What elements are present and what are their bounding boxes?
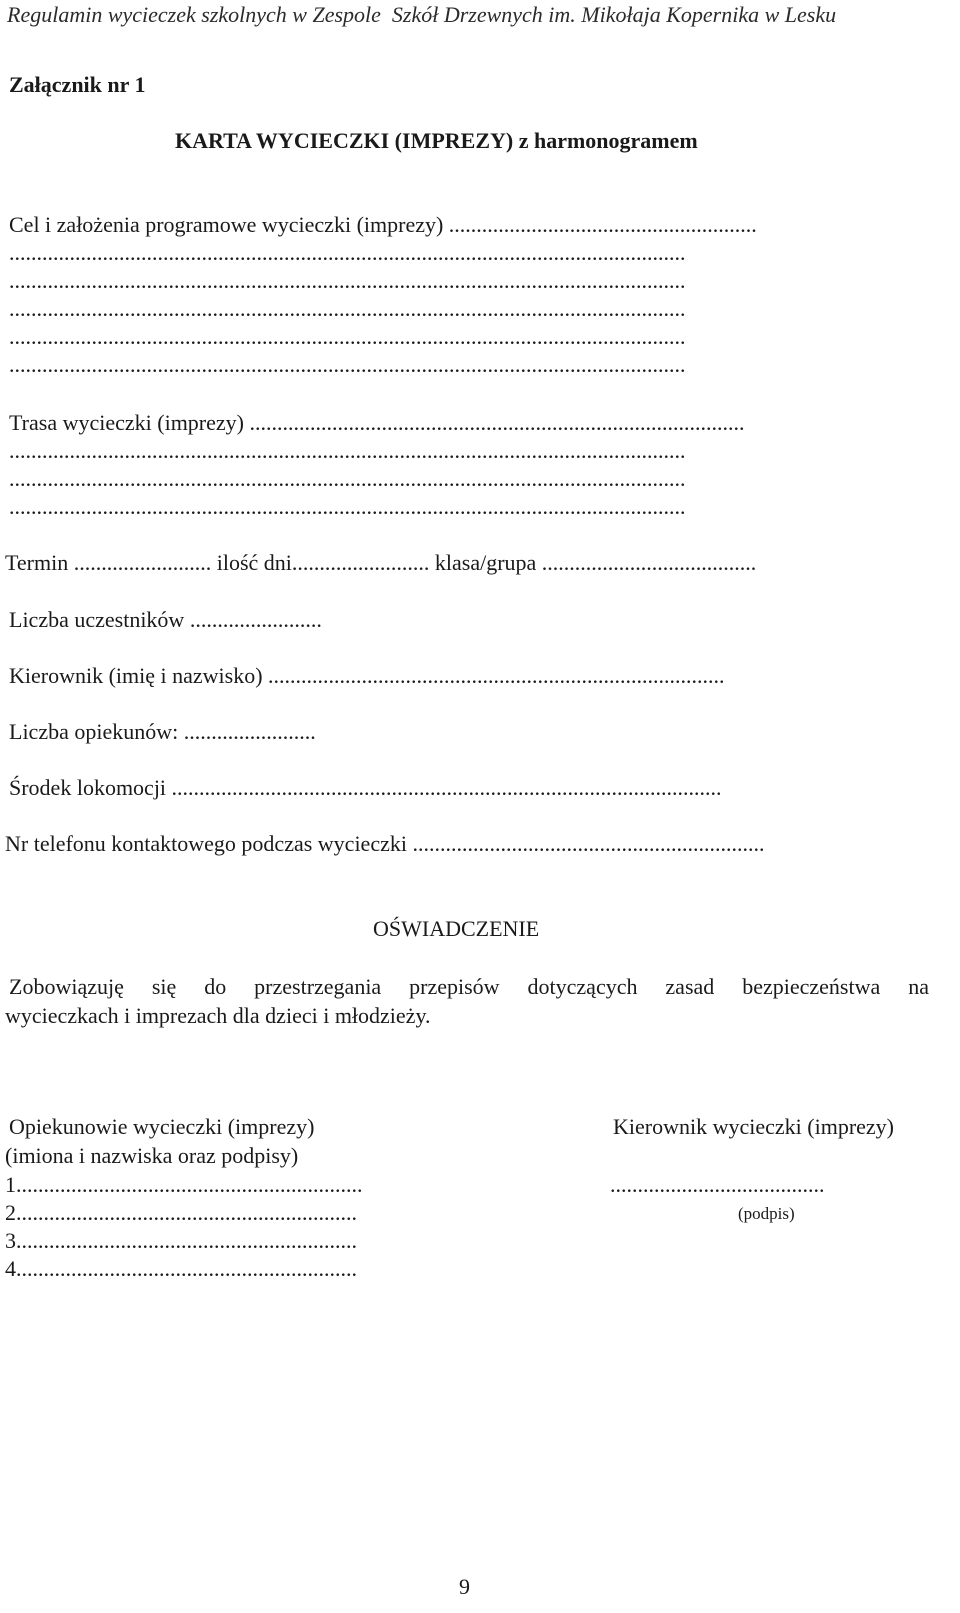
cel-line: ........................................................................................................................... [9,352,686,377]
page-number: 9 [459,1574,470,1599]
field-cel: Cel i założenia programowe wycieczki (imprezy) ........................................................ [9,212,757,237]
cel-line: ........................................................................................................................... [9,268,686,293]
statement-word: przestrzegania [254,974,382,999]
signature-row: 2.............................................................. [5,1200,357,1225]
statement-word: bezpieczeństwa [742,974,881,999]
trasa-line: ........................................................................................................................... [9,494,686,519]
field-liczba-uczestnikow: Liczba uczestników ........................ [9,607,322,632]
field-termin: Termin ......................... ilość dni......................... klasa/grupa ....................................... [5,550,757,575]
field-kierownik: Kierownik (imię i nazwisko) ................................................................................... [9,663,725,688]
statement-word: przepisów [409,974,500,999]
podpis-caption: (podpis) [738,1204,795,1223]
field-trasa: Trasa wycieczki (imprezy) .......................................................................................... [9,410,745,435]
statement-word: na [908,974,929,999]
form-title: KARTA WYCIECZKI (IMPREZY) z harmonogramem [175,128,698,153]
statement-line-1 [9,976,929,998]
signature-row: 1............................................................... [5,1172,363,1197]
opiekunowie-sub: (imiona i nazwiska oraz podpisy) [5,1143,299,1168]
running-header: Regulamin wycieczek szkolnych w Zespole Szkół Drzewnych im. Mikołaja Kopernika w Lesku [7,2,837,27]
field-liczba-opiekunow: Liczba opiekunów: ........................ [9,719,316,744]
kierownik-label: Kierownik wycieczki (imprezy) [613,1114,894,1139]
statement-word: dotyczących [527,974,638,999]
statement-word: się [151,974,177,999]
statement-word: do [204,974,227,999]
signature-row: 4.............................................................. [5,1256,357,1281]
field-srodek-lokomocji: Środek lokomocji .................................................................................................... [9,775,722,800]
cel-line: ........................................................................................................................... [9,240,686,265]
statement-heading: OŚWIADCZENIE [373,916,540,941]
cel-line: ........................................................................................................................... [9,324,686,349]
trasa-line: ........................................................................................................................... [9,438,686,463]
opiekunowie-label: Opiekunowie wycieczki (imprezy) [9,1114,315,1139]
attachment-label: Załącznik nr 1 [9,72,146,97]
kierownik-signature-line: ....................................... [610,1172,825,1197]
statement-word: Zobowiązuję [9,974,124,999]
field-telefon: Nr telefonu kontaktowego podczas wycieczki ................................................................ [5,831,765,856]
trasa-line: ........................................................................................................................... [9,466,686,491]
cel-line: ........................................................................................................................... [9,296,686,321]
statement-line-2: wycieczkach i imprezach dla dzieci i młodzieży. [5,1003,431,1028]
signature-row: 3.............................................................. [5,1228,357,1253]
statement-word: zasad [665,974,715,999]
